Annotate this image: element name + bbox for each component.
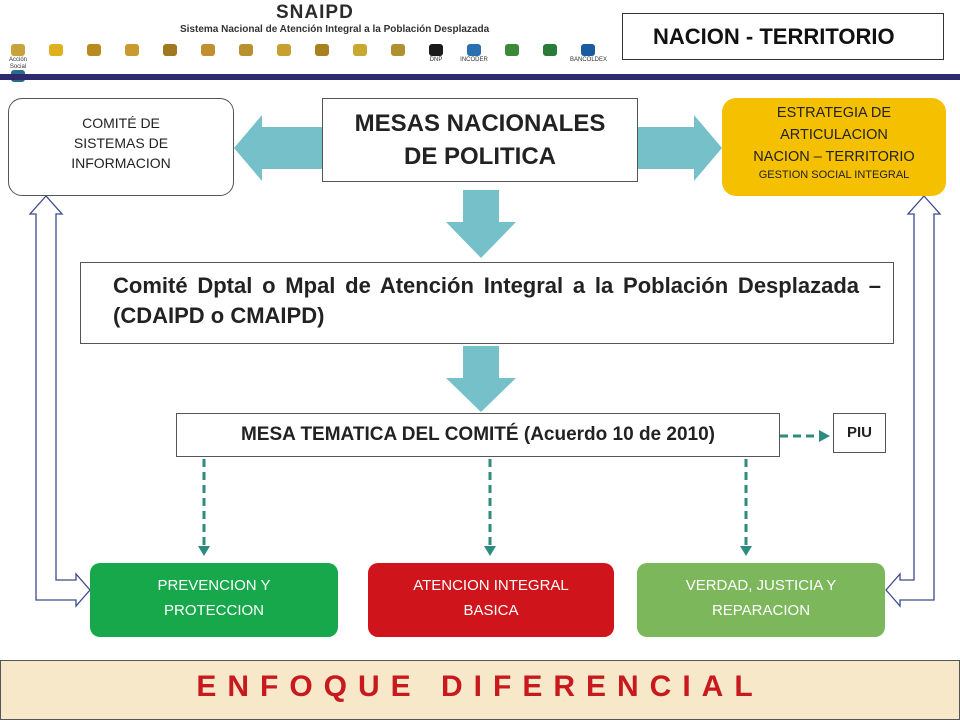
estrategia-box xyxy=(722,98,946,196)
comite-sistemas-box xyxy=(8,98,234,196)
institution-logo-label: INCODER xyxy=(460,57,488,63)
verdad-line-1: VERDAD, JUSTICIA Y xyxy=(685,577,837,594)
cdaipd-text: Comité Dptal o Mpal de Atención Integral a la Población Desplazada – (CDAIPD o CMAIPD) xyxy=(113,273,881,328)
mesa-tematica-box: MESA TEMATICA DEL COMITÉ (Acuerdo 10 de 2010) xyxy=(176,413,780,457)
verdad-box xyxy=(637,563,885,637)
verdad-line-2: REPARACION xyxy=(711,602,811,619)
comite-sistemas-line-1: COMITÉ DE xyxy=(82,115,160,131)
estrategia-line-1: ESTRATEGIA DE xyxy=(776,105,892,121)
atencion-line-2: BASICA xyxy=(463,602,519,619)
left-feedback-outer xyxy=(30,196,90,606)
cdaipd-box xyxy=(80,262,894,344)
right-feedback-outer xyxy=(886,196,940,606)
institution-logo-label: BANCOLDEX xyxy=(570,57,608,63)
prevencion-box xyxy=(90,563,338,637)
comite-sistemas-line-3: INFORMACION xyxy=(71,155,171,171)
estrategia-line-2: ARTICULACION xyxy=(780,127,888,143)
prevencion-line-1: PREVENCION Y xyxy=(157,577,271,594)
mesas-line-1: MESAS NACIONALES xyxy=(354,110,606,137)
institution-logo-label: DNP xyxy=(429,57,443,63)
arrow-to-estrategia xyxy=(638,115,722,181)
prevencion-line-2: PROTECCION xyxy=(163,602,264,619)
mesas-nacionales-box xyxy=(322,98,638,182)
arrow-cdaipd-to-mesa xyxy=(446,346,516,412)
estrategia-line-3: NACION – TERRITORIO xyxy=(753,149,915,165)
atencion-line-1: ATENCION INTEGRAL xyxy=(413,577,569,594)
snaipd-logo-subtitle: Sistema Nacional de Atención Integral a la Población Desplazada xyxy=(180,24,490,35)
arrow-to-comite-sistemas xyxy=(234,115,322,181)
dashed-arrowhead-prevencion xyxy=(198,546,210,556)
atencion-box xyxy=(368,563,614,637)
snaipd-logo-title: SNAIPD xyxy=(276,2,354,23)
institution-logo-label: Acción Social xyxy=(8,57,27,70)
comite-sistemas-line-2: SISTEMAS DE xyxy=(73,135,169,151)
piu-box: PIU xyxy=(833,413,886,453)
enfoque-diferencial-label: ENFOQUE DIFERENCIAL xyxy=(196,670,764,703)
arrow-mesas-to-cdaipd xyxy=(446,190,516,258)
mesas-line-2: DE POLITICA xyxy=(403,143,556,170)
dashed-arrowhead-verdad xyxy=(740,546,752,556)
dashed-arrowhead-piu xyxy=(819,430,830,442)
estrategia-subtitle: GESTION SOCIAL INTEGRAL xyxy=(758,169,910,181)
dashed-arrowhead-atencion xyxy=(484,546,496,556)
section-title: NACION - TERRITORIO xyxy=(622,13,944,60)
